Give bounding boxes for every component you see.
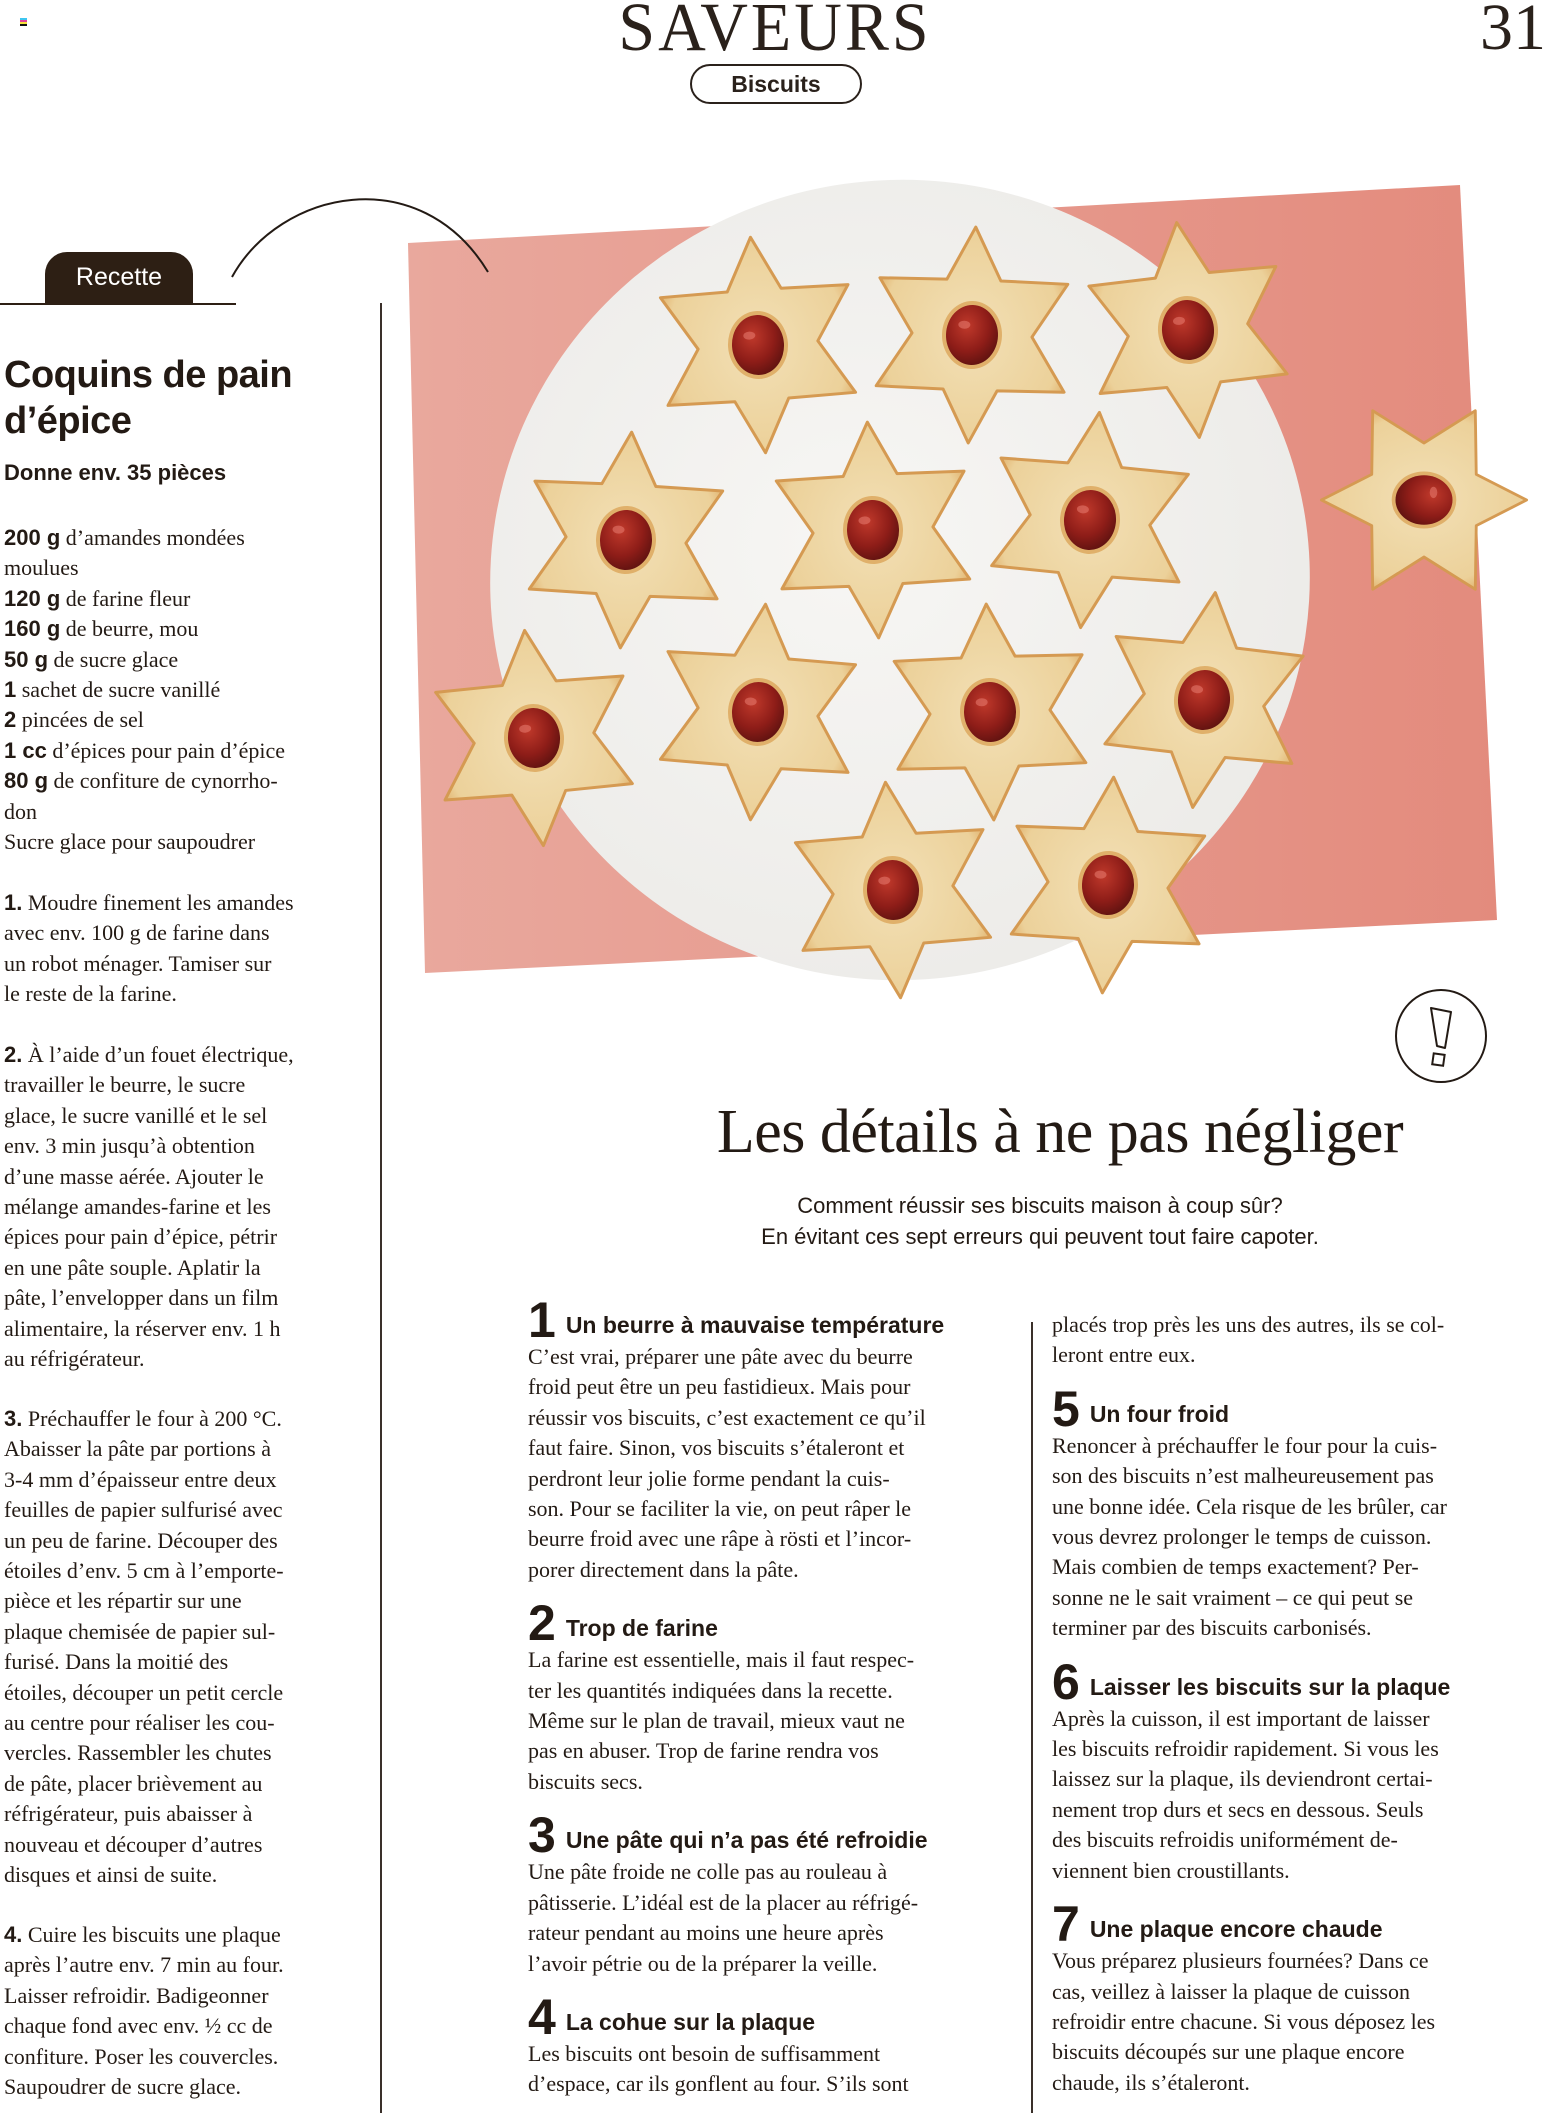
tip-number: 2 [528, 1595, 556, 1652]
tip-body: C’est vrai, préparer une pâte avec du beurre froid peut être un peu fastidieux. Mais pour réussir vos biscuits, c’est exactement ce qu’il faut faire. Sinon, vos biscuits s’étaleront et perdront leur jolie forme pendant la cuis- son. Pour se faciliter la vie, on peut râper le beurre froid avec une râpe à rösti et l’incor- porer directement dans la pâte. [528, 1344, 926, 1582]
ingredient-item: 1 cc d’épices pour pain d’épice [4, 737, 286, 763]
recipe-step-3: 3. Préchauffer le four à 200 °C. Abaisser la pâte par portions à 3-4 mm d’épaisseur entre deux feuilles de papier sulfurisé avec un peu de farine. Découper des étoiles d’env. 5 cm à l’emporte- pièce et les répartir sur une plaque chemisée de papier sul- furisé. Dans la moitié des étoiles, découper un petit cercle au centre pour réaliser les cou- vercles. Rassembler les chutes de pâte, placer brièvement au réfrigérateur, puis abaisser à nouveau et découper d’autres disques et ainsi de suite. [4, 1406, 284, 1888]
tips-column-1 [528, 1292, 1008, 2114]
ingredient-item: 120 g de farine fleur [4, 585, 191, 611]
ingredient-item: 200 g d’amandes mondées moulues [4, 525, 245, 581]
ingredient-item: 160 g de beurre, mou [4, 616, 199, 642]
ingredient-item: Sucre glace pour saupoudrer [4, 829, 256, 855]
tips-column-2 [1052, 1310, 1544, 2112]
tip-body-continued: placés trop près les uns des autres, ils se col- leront entre eux. [1052, 1312, 1445, 1368]
plate [438, 127, 1361, 1030]
category-pill[interactable]: Biscuits [690, 64, 862, 104]
ingredients-list [4, 523, 376, 857]
biscuit-photo [0, 0, 1550, 1030]
recipe-step-4: 4. Cuire les biscuits une plaque après l’autre env. 7 min au four. Laisser refroidir. Badigeonner chaque fond avec env. ½ cc de confiture. Poser les couvercles. Saupoudrer de sucre glace. [4, 1922, 284, 2100]
recipe-step-2: 2. À l’aide d’un fouet électrique, travailler le beurre, le sucre glace, le sucre vanillé et le sel env. 3 min jusqu’à obtention d’une masse aérée. Ajouter le mélange amandes-farine et les épices pour pain d’épice, pétrir en une pâte souple. Aplatir la pâte, l’envelopper dans un film alimentaire, la réserver env. 1 h au réfrigérateur. [4, 1042, 294, 1372]
recipe-yield: Donne env. 35 pièces [4, 460, 227, 485]
tip-title: Laisser les biscuits sur la plaque [1089, 1673, 1451, 1700]
tip-number: 4 [528, 1988, 556, 2045]
tip-title: Une pâte qui n’a pas été refroidie [565, 1827, 928, 1854]
tip-number: 5 [1052, 1380, 1080, 1437]
recipe-step-1: 1. Moudre finement les amandes avec env. 100 g de farine dans un robot ménager. Tamiser sur le reste de la farine. [4, 890, 294, 1007]
tip-body: Renoncer à préchauffer le four pour la cuis- son des biscuits n’est malheureusement pas une bonne idée. Cela risque de les brûler, car vous devrez prolonger le temps de cuisson. Mais combien de temps exactement? Per- sonne ne le sait vraiment – ce qui peut se terminer par des biscuits carbonisés. [1052, 1432, 1447, 1641]
ingredient-item: 50 g de sucre glace [4, 646, 179, 672]
tip-title: La cohue sur la plaque [565, 2008, 816, 2035]
exclamation-icon [1393, 988, 1489, 1084]
ingredient-item: 80 g de confiture de cynorrho- don [4, 768, 278, 824]
tip-body: Après la cuisson, il est important de laisser les biscuits refroidir rapidement. Si vous les laissez sur la plaque, ils deviendront certai- nement trop durs et secs en dessous. Seuls des biscuits refroidis uniformément de- viennent bien croustillants. [1052, 1705, 1439, 1883]
tip-item [1052, 1380, 1544, 1644]
decorative-arc [232, 199, 488, 277]
ingredient-item: 1 sachet de sucre vanillé [4, 677, 221, 703]
ingredient-item: 2 pincées de sel [4, 707, 144, 733]
tip-title: Une plaque encore chaude [1089, 1916, 1383, 1943]
recipe-tab: Recette [45, 252, 193, 304]
tip-body: Les biscuits ont besoin de suffisamment d’espace, car ils gonflent au four. S’ils sont [528, 2040, 909, 2097]
tip-title: Trop de farine [565, 1615, 718, 1642]
column-divider-tips [1031, 1322, 1033, 2113]
tab-rule [0, 303, 236, 305]
pink-backdrop [408, 185, 1497, 973]
tip-item [528, 1988, 1008, 2100]
section-title: SAVEURS [618, 0, 932, 66]
recipe-title: Coquins de pain d’épice [4, 354, 293, 442]
column-divider-left [380, 303, 382, 2113]
tip-body: Vous préparez plusieurs fournées? Dans ce cas, veillez à laisser la plaque de cuisson refroidir entre chacune. Si vous déposez les biscuits découpés sur une plaque encore chaude, ils s’étaleront. [1052, 1948, 1436, 2095]
tip-item [528, 1595, 1008, 1797]
tip-number: 3 [528, 1807, 556, 1864]
tip-item [528, 1292, 1008, 1585]
tip-body: La farine est essentielle, mais il faut respec- ter les quantités indiquées dans la recette. Même sur le plan de travail, mieux vaut ne pas en abuser. Trop de farine rendra vos biscuits secs. [528, 1647, 915, 1794]
page-number: 31 [1480, 0, 1546, 64]
tip-body: Une pâte froide ne colle pas au rouleau à pâtisserie. L’idéal est de la placer au réfrigé- rateur pendant au moins une heure après l’avoir pétrie ou de la préparer la veille. [528, 1859, 919, 1976]
tip-item [528, 1807, 1008, 1979]
tip-title: Un beurre à mauvaise température [565, 1312, 945, 1338]
tip-item [1052, 1896, 1544, 2098]
details-subheading: Comment réussir ses biscuits maison à coup sûr? En évitant ces sept erreurs qui peuvent tout faire capoter. [761, 1193, 1319, 1249]
tip-number: 6 [1052, 1653, 1080, 1710]
tip-number: 7 [1052, 1896, 1080, 1953]
details-heading: Les détails à ne pas négliger [716, 1098, 1404, 1166]
tip-number: 1 [528, 1292, 556, 1348]
tip-title: Un four froid [1089, 1400, 1230, 1427]
tip-item [1052, 1653, 1544, 1886]
